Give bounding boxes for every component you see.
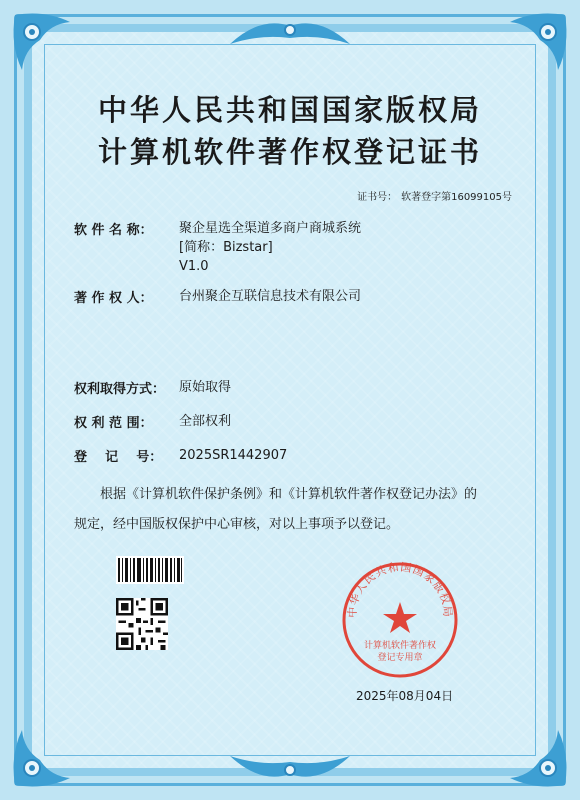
software-name-value xyxy=(179,219,361,276)
top-ornament-icon xyxy=(230,16,350,46)
acquisition-value: 原始取得 xyxy=(179,380,232,395)
cert-no-label: 证书号： xyxy=(357,192,398,203)
cert-no-value: 软著登字第16099105号 xyxy=(401,192,512,203)
corner-ornament-icon xyxy=(10,720,80,790)
software-name-line1: 聚企星选全渠道多商户商城系统 xyxy=(179,221,362,236)
statement-line2: 规定，经中国版权保护中心审核，对以上事项予以登记。 xyxy=(74,517,400,532)
svg-text:登记专用章: 登记专用章 xyxy=(377,653,423,663)
issue-date: 2025年08月04日 xyxy=(356,689,454,703)
registration-number-row xyxy=(74,446,287,465)
corner-ornament-icon xyxy=(10,10,80,80)
barcode-icon xyxy=(116,556,184,584)
svg-text:中华人民共和国国家版权局: 中华人民共和国国家版权局 xyxy=(345,560,455,619)
owner-value: 台州聚企互联信息技术有限公司 xyxy=(179,289,362,304)
certificate-number xyxy=(353,188,512,203)
official-seal-icon xyxy=(340,560,460,680)
registration-number-label: 登 记 号： xyxy=(74,450,163,465)
software-name-line2: [简称：Bizstar] xyxy=(179,240,273,255)
scope-label: 权 利 范 围： xyxy=(74,416,153,431)
corner-ornament-icon xyxy=(500,10,570,80)
scope-row xyxy=(74,412,231,431)
svg-text:计算机软件著作权: 计算机软件著作权 xyxy=(363,641,437,651)
software-name-row xyxy=(74,219,361,276)
corner-ornament-icon xyxy=(500,720,570,790)
owner-label: 著 作 权 人： xyxy=(74,291,153,306)
registration-number-value: 2025SR1442907 xyxy=(179,448,288,463)
software-name-label: 软 件 名 称： xyxy=(74,223,153,238)
acquisition-label: 权利取得方式： xyxy=(74,382,166,397)
bottom-ornament-icon xyxy=(230,754,350,784)
certificate-title-line1: 中华人民共和国国家版权局 xyxy=(97,93,482,127)
owner-row xyxy=(74,287,361,306)
certificate-title-line2: 计算机软件著作权登记证书 xyxy=(97,135,482,169)
scope-value: 全部权利 xyxy=(179,414,232,429)
qr-code-icon xyxy=(116,598,168,650)
acquisition-row xyxy=(74,378,231,397)
statement-line1: 根据《计算机软件保护条例》和《计算机软件著作权登记办法》的 xyxy=(100,487,478,502)
software-version: V1.0 xyxy=(179,259,209,274)
